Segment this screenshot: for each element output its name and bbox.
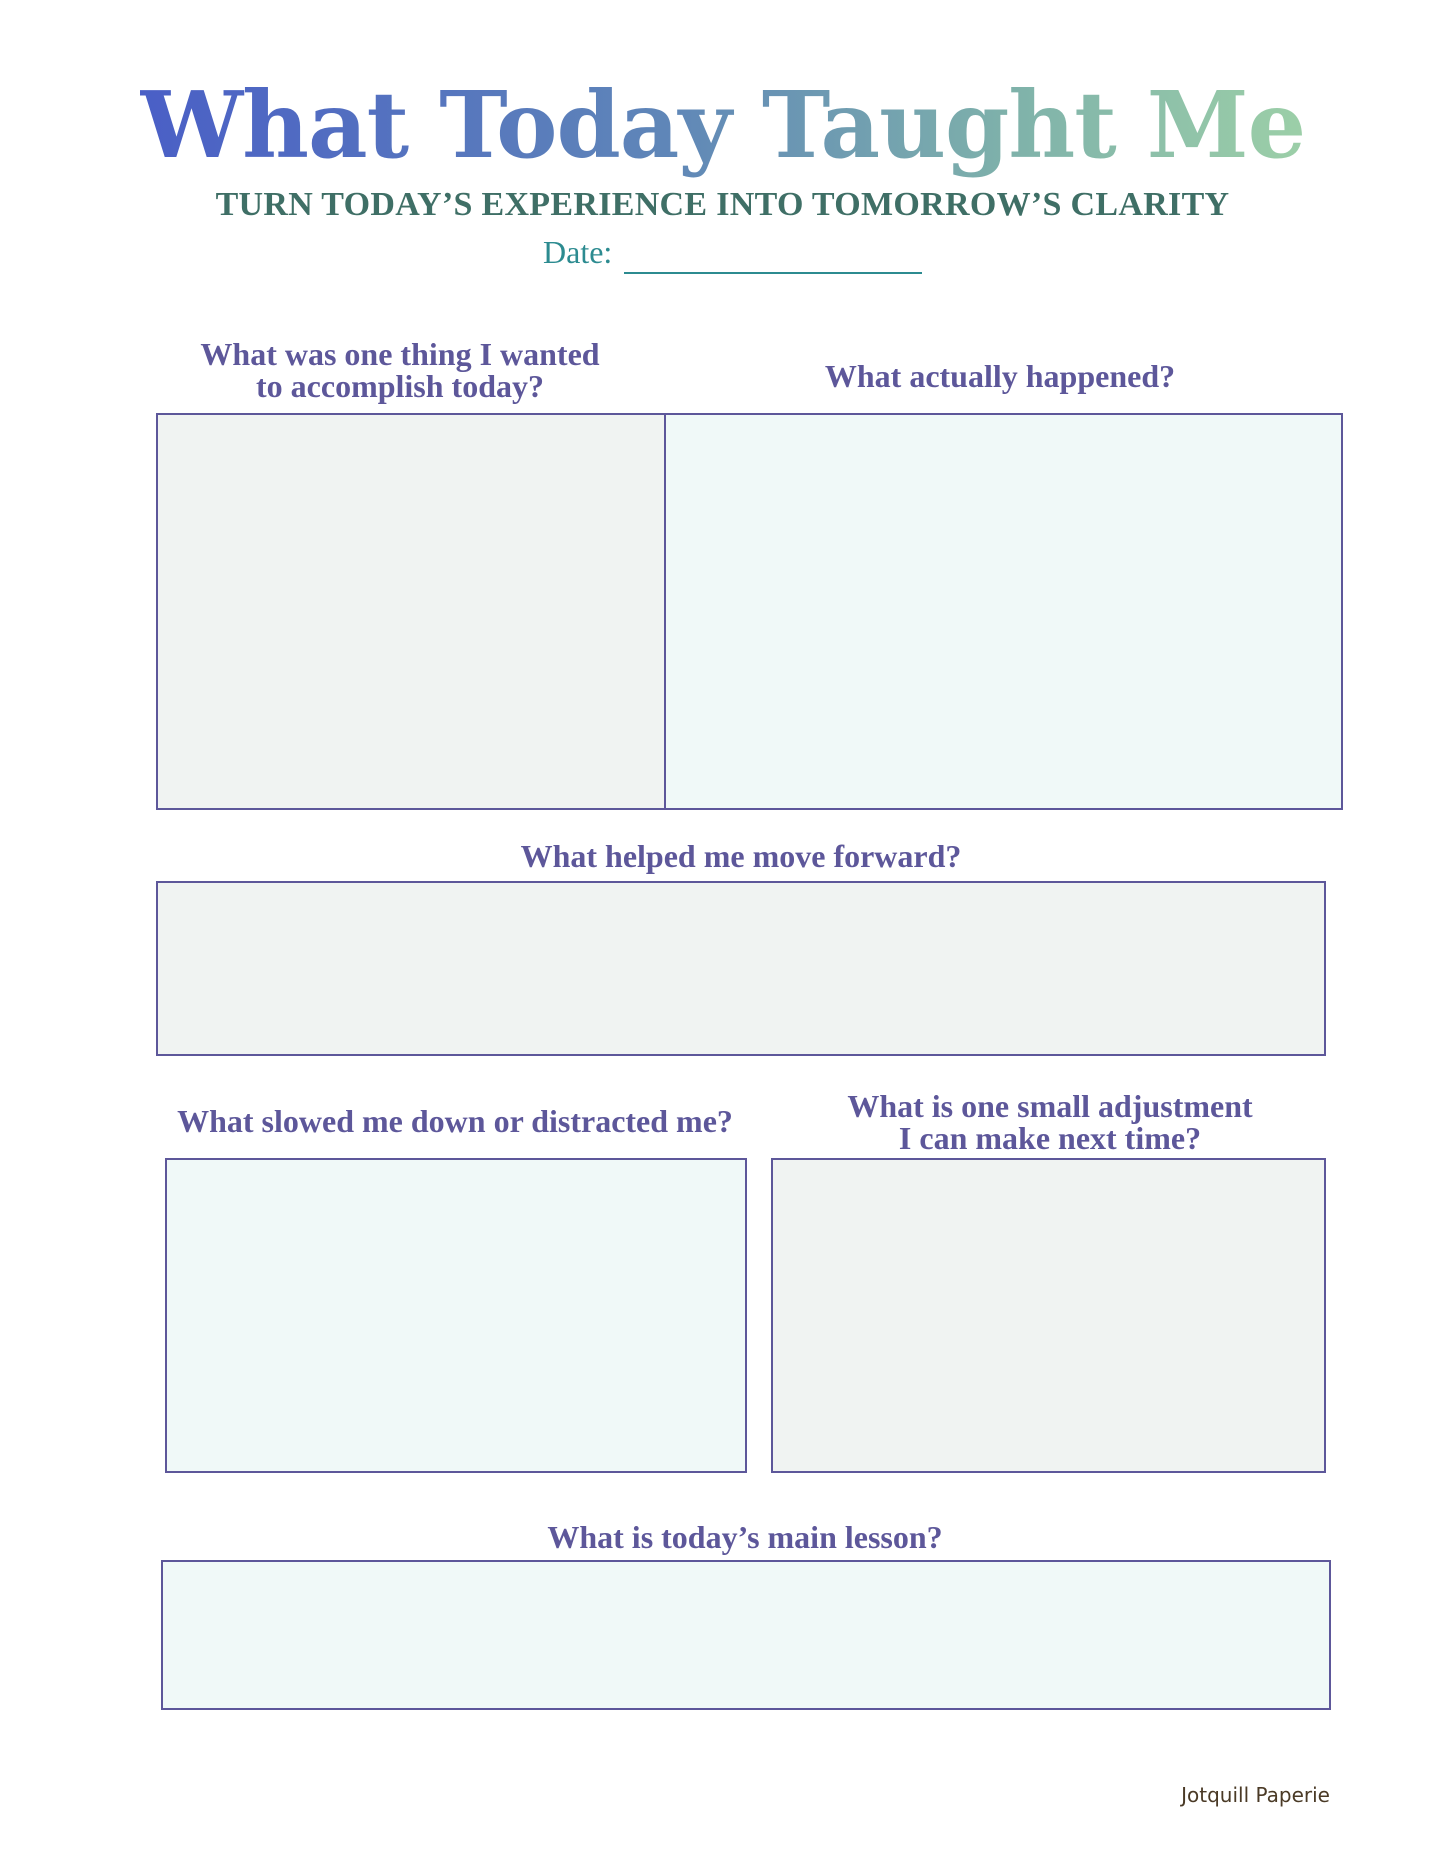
date-label: Date: bbox=[543, 234, 613, 270]
page-subtitle: TURN TODAY’S EXPERIENCE INTO TOMORROW’S CLARITY bbox=[215, 186, 1230, 223]
prompt-helped: What helped me move forward? bbox=[520, 838, 962, 874]
prompt-happened: What actually happened? bbox=[824, 358, 1176, 394]
brand-footer: Jotquill Paperie bbox=[1181, 1783, 1330, 1807]
answer-box-adjustment[interactable] bbox=[771, 1158, 1326, 1473]
answer-box-wanted[interactable] bbox=[156, 413, 666, 810]
date-field[interactable] bbox=[543, 234, 923, 278]
answer-box-lesson[interactable] bbox=[161, 1560, 1331, 1710]
prompt-slowed: What slowed me down or distracted me? bbox=[177, 1103, 733, 1139]
answer-box-helped[interactable] bbox=[156, 881, 1326, 1056]
date-underline[interactable] bbox=[624, 272, 922, 274]
page-title: What Today Taught Me bbox=[139, 71, 1306, 179]
prompt-wanted: What was one thing I wanted to accomplish today? bbox=[200, 336, 600, 404]
prompt-lesson: What is today’s main lesson? bbox=[547, 1519, 943, 1555]
prompt-adjustment: What is one small adjustment I can make next time? bbox=[847, 1088, 1253, 1156]
answer-box-happened[interactable] bbox=[664, 413, 1343, 810]
answer-box-slowed[interactable] bbox=[165, 1158, 747, 1473]
